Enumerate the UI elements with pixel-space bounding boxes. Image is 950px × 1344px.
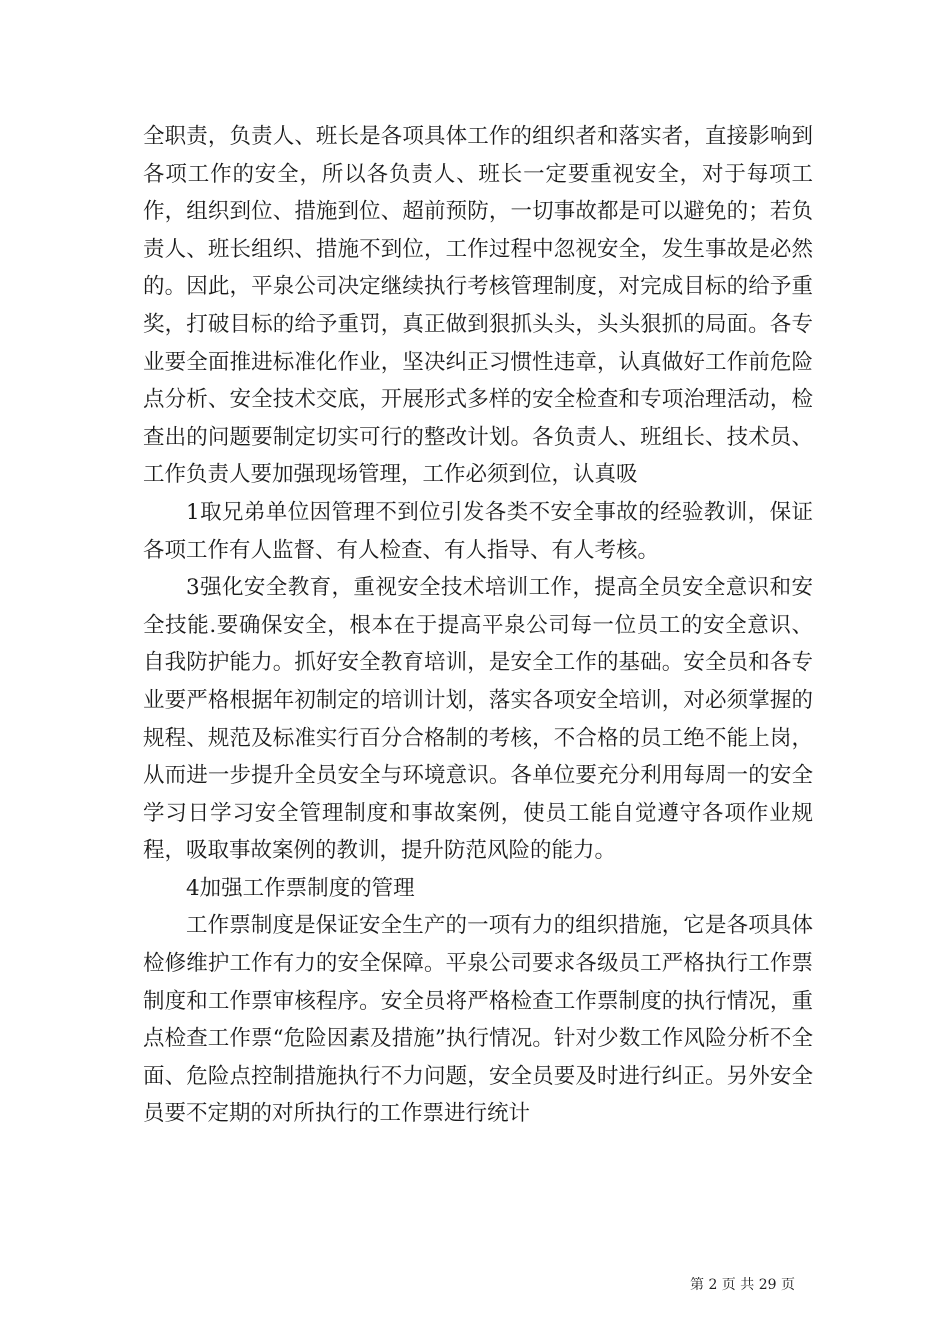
paragraph-1: 全职责，负责人、班长是各项具体工作的组织者和落实者，直接影响到各项工作的安全，所以各负责人、班长一定要重视安全，对于每项工作，组织到位、措施到位、超前预防，一切事故都是可以避免的；若负责人、班长组织、措施不到位，工作过程中忽视安全，发生事故是必然的。因此，平泉公司决定继续执行考核管理制度，对完成目标的给予重奖，打破目标的给予重罚，真正做到狠抓头头，头头狠抓的局面。各专业要全面推进标准化作业，坚决纠正习惯性违章，认真做好工作前危险点分析、安全技术交底，开展形式多样的安全检查和专项治理活动，检查出的问题要制定切实可行的整改计划。各负责人、班组长、技术员、工作负责人要加强现场管理，工作必须到位，认真吸: [143, 124, 813, 488]
paragraph-5: 工作票制度是保证安全生产的一项有力的组织措施，它是各项具体检修维护工作有力的安全保障。平泉公司要求各级员工严格执行工作票制度和工作票审核程序。安全员将严格检查工作票制度的执行情况，重点检查工作票“危险因素及措施”执行情况。针对少数工作风险分析不全面、危险点控制措施执行不力问题，安全员要及时进行纠正。另外安全员要不定期的对所执行的工作票进行统计: [143, 913, 813, 1127]
paragraph-3: 3强化安全教育，重视安全技术培训工作，提高全员安全意识和安全技能.要确保安全，根本在于提高平泉公司每一位员工的安全意识、自我防护能力。抓好安全教育培训，是安全工作的基础。安全员和各专业要严格根据年初制定的培训计划，落实各项安全培训，对必须掌握的规程、规范及标准实行百分合格制的考核，不合格的员工绝不能上岗，从而进一步提升全员安全与环境意识。各单位要充分利用每周一的安全学习日学习安全管理制度和事故案例，使员工能自觉遵守各项作业规程，吸取事故案例的教训，提升防范风险的能力。: [143, 575, 813, 864]
paragraph-2: 1取兄弟单位因管理不到位引发各类不安全事故的经验教训，保证各项工作有人监督、有人检查、有人指导、有人考核。: [143, 499, 813, 563]
page-number: 第 2 页 共 29 页: [690, 1277, 795, 1293]
section-heading: 4加强工作票制度的管理: [186, 875, 415, 901]
body-text: [143, 118, 813, 1133]
